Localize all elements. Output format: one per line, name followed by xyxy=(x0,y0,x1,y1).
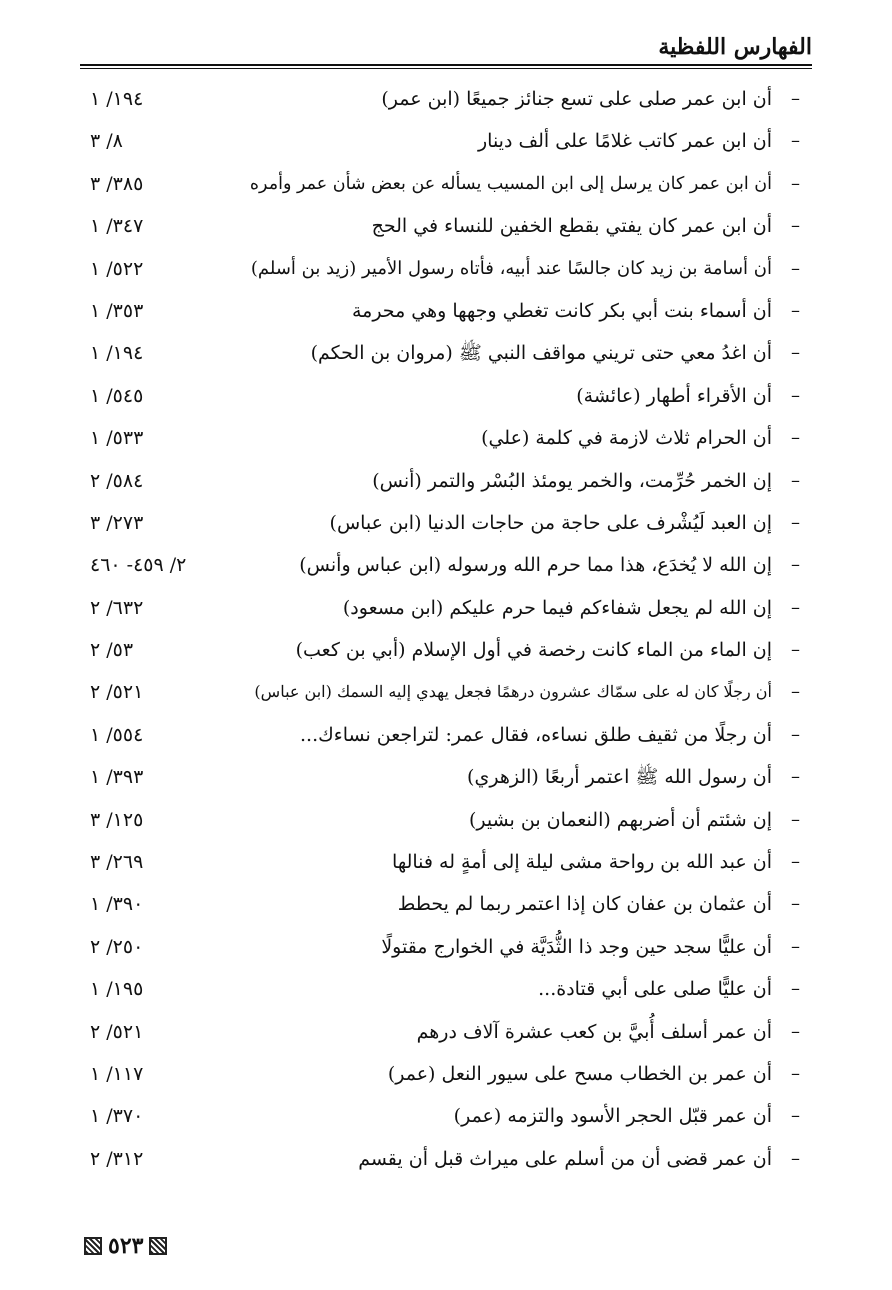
entry-reference: ٣٥٣/ ١ xyxy=(90,299,144,322)
index-entry xyxy=(80,629,812,671)
index-entry xyxy=(80,841,812,883)
entry-dash: – xyxy=(791,681,800,703)
entry-text: أن ابن عمر صلى على تسع جنائز جميعًا (ابن عمر) xyxy=(381,88,772,110)
entry-dash: – xyxy=(791,978,800,1000)
index-entry xyxy=(80,671,812,713)
index-entry xyxy=(80,714,812,756)
entry-reference: ٢٧٣/ ٣ xyxy=(90,511,144,534)
index-entry xyxy=(80,163,812,205)
entry-text: أن عمر بن الخطاب مسح على سيور النعل (عمر) xyxy=(387,1062,772,1085)
entry-dash: – xyxy=(791,88,800,109)
index-entries-list xyxy=(80,78,812,1180)
entry-text: أن رجلًا كان له على سمّاك عشرون درهمًا فجعل يهدي إليه السمك (ابن عباس) xyxy=(254,682,772,702)
entry-text: أن عمر أسلف أُبيَّ بن كعب عشرة آلاف درهم xyxy=(416,1020,772,1043)
entry-dash: – xyxy=(791,596,800,618)
index-entry xyxy=(80,756,812,798)
entry-dash: – xyxy=(791,1105,800,1127)
entry-dash: – xyxy=(791,469,800,491)
index-entry xyxy=(80,1138,812,1180)
index-entry xyxy=(80,926,812,968)
index-entry xyxy=(80,120,812,162)
header-rule-thin xyxy=(80,68,812,69)
square-ornament-icon xyxy=(149,1237,167,1255)
entry-text: إن شئتم أن أضربهم (النعمان بن بشير) xyxy=(468,808,772,831)
index-entry xyxy=(80,375,812,417)
entry-dash: – xyxy=(791,1020,800,1042)
entry-text: أن الأقراء أطهار (عائشة) xyxy=(576,384,772,407)
entry-dash: – xyxy=(791,215,800,237)
entry-text: أن ابن عمر كان يفتي بقطع الخفين للنساء في الحج xyxy=(371,215,772,238)
entry-dash: – xyxy=(791,511,800,533)
entry-dash: – xyxy=(791,384,800,406)
entry-text: أن عبد الله بن رواحة مشى ليلة إلى أمةٍ له فنالها xyxy=(392,851,772,874)
entry-dash: – xyxy=(791,851,800,873)
entry-text: إن الله لا يُخدَع، هذا مما حرم الله ورسوله (ابن عباس وأنس) xyxy=(299,554,772,577)
entry-text: أن رجلًا من ثقيف طلق نساءه، فقال عمر: لتراجعن نساءك... xyxy=(300,723,772,746)
entry-reference: ٥٤٥/ ١ xyxy=(90,384,144,407)
entry-dash: – xyxy=(791,130,800,152)
entry-reference: ٣٨٥/ ٣ xyxy=(90,172,144,195)
entry-text: أن أسماء بنت أبي بكر كانت تغطي وجهها وهي محرمة xyxy=(351,299,772,322)
entry-text: أن أسامة بن زيد كان جالسًا عند أبيه، فأتاه رسول الأمير (زيد بن أسلم) xyxy=(250,257,772,279)
entry-dash: – xyxy=(791,1062,800,1084)
entry-reference: ٣٧٠/ ١ xyxy=(90,1105,144,1128)
page-number: ٥٢٣ xyxy=(108,1233,144,1259)
entry-reference: ٦٣٢/ ٢ xyxy=(90,596,144,619)
entry-reference: ١٩٤/ ١ xyxy=(90,88,144,110)
square-ornament-icon xyxy=(84,1237,102,1255)
entry-dash: – xyxy=(791,808,800,830)
index-entry xyxy=(80,332,812,374)
entry-reference: ١٢٥/ ٣ xyxy=(90,808,144,831)
index-entry xyxy=(80,205,812,247)
entry-text: أن عليًّا صلى على أبي قتادة... xyxy=(538,978,772,1001)
entry-reference: ٢٥٠/ ٢ xyxy=(90,935,144,958)
index-entry xyxy=(80,968,812,1010)
index-entry xyxy=(80,1053,812,1095)
entry-text: أن ابن عمر كان يرسل إلى ابن المسيب يسأله عن بعض شأن عمر وأمره xyxy=(249,173,772,194)
page-title: الفهارس اللفظية xyxy=(658,34,812,60)
entry-text: إن الخمر حُرِّمت، والخمر يومئذ البُسْر والتمر (أنس) xyxy=(372,469,772,492)
entry-dash: – xyxy=(791,299,800,321)
entry-reference: ٣٩٠/ ١ xyxy=(90,893,144,916)
entry-dash: – xyxy=(791,342,800,364)
entry-reference: ٢٦٩/ ٣ xyxy=(90,851,144,874)
entry-text: إن العبد لَيُشْرف على حاجة من حاجات الدنيا (ابن عباس) xyxy=(329,511,772,534)
index-entry xyxy=(80,1011,812,1053)
index-entry xyxy=(80,248,812,290)
entry-text: إن الماء من الماء كانت رخصة في أول الإسلام (أبي بن كعب) xyxy=(295,639,772,662)
entry-dash: – xyxy=(791,257,800,279)
entry-dash: – xyxy=(791,1147,800,1169)
entry-text: أن عمر قبّل الحجر الأسود والتزمه (عمر) xyxy=(453,1105,772,1128)
index-entry xyxy=(80,502,812,544)
entry-dash: – xyxy=(791,639,800,661)
entry-reference: ٥٢١/ ٢ xyxy=(90,1020,144,1043)
entry-reference: ٣٩٣/ ١ xyxy=(90,766,144,789)
entry-reference: ٥٣/ ٢ xyxy=(90,639,134,662)
entry-text: أن عثمان بن عفان كان إذا اعتمر ربما لم يحطط xyxy=(397,893,772,916)
entry-reference: ٥٢١/ ٢ xyxy=(90,681,144,704)
entry-text: أن الحرام ثلاث لازمة في كلمة (علي) xyxy=(481,427,772,450)
header-rule-thick xyxy=(80,64,812,66)
entry-reference: ١٩٤/ ١ xyxy=(90,342,144,365)
entry-text: أن اغدُ معي حتى تريني مواقف النبي ﷺ (مروان بن الحكم) xyxy=(310,342,772,365)
entry-reference: ٢/ ٤٥٩- ٤٦٠ xyxy=(90,554,187,577)
entry-reference: ٣٤٧/ ١ xyxy=(90,215,144,238)
index-entry xyxy=(80,544,812,586)
index-entry xyxy=(80,799,812,841)
entry-dash: – xyxy=(791,766,800,788)
index-entry xyxy=(80,78,812,120)
entry-text: إن الله لم يجعل شفاءكم فيما حرم عليكم (ابن مسعود) xyxy=(342,596,772,619)
entry-reference: ٥٢٢/ ١ xyxy=(90,257,144,280)
entry-reference: ٥٨٤/ ٢ xyxy=(90,469,144,492)
entry-reference: ٨/ ٣ xyxy=(90,130,123,153)
entry-text: أن ابن عمر كاتب غلامًا على ألف دينار xyxy=(477,130,772,153)
entry-reference: ٥٣٣/ ١ xyxy=(90,427,144,450)
entry-dash: – xyxy=(791,427,800,449)
entry-text: أن رسول الله ﷺ اعتمر أربعًا (الزهري) xyxy=(467,766,772,789)
entry-reference: ٣١٢/ ٢ xyxy=(90,1147,144,1170)
page-header xyxy=(80,30,812,64)
index-entry xyxy=(80,290,812,332)
entry-text: أن عليًّا سجد حين وجد ذا الثُّدَيَّة في الخوارج مقتولًا xyxy=(381,935,772,958)
index-entry xyxy=(80,460,812,502)
index-entry xyxy=(80,883,812,925)
entry-reference: ٥٥٤/ ١ xyxy=(90,723,144,746)
entry-dash: – xyxy=(791,172,800,194)
entry-dash: – xyxy=(791,723,800,745)
entry-dash: – xyxy=(791,935,800,957)
index-entry xyxy=(80,1095,812,1137)
index-entry xyxy=(80,417,812,459)
entry-text: أن عمر قضى أن من أسلم على ميراث قبل أن يقسم xyxy=(358,1147,772,1170)
entry-dash: – xyxy=(791,554,800,576)
entry-reference: ١١٧/ ١ xyxy=(90,1062,144,1085)
index-entry xyxy=(80,587,812,629)
entry-reference: ١٩٥/ ١ xyxy=(90,978,144,1001)
page-footer xyxy=(84,1232,167,1260)
entry-dash: – xyxy=(791,893,800,915)
